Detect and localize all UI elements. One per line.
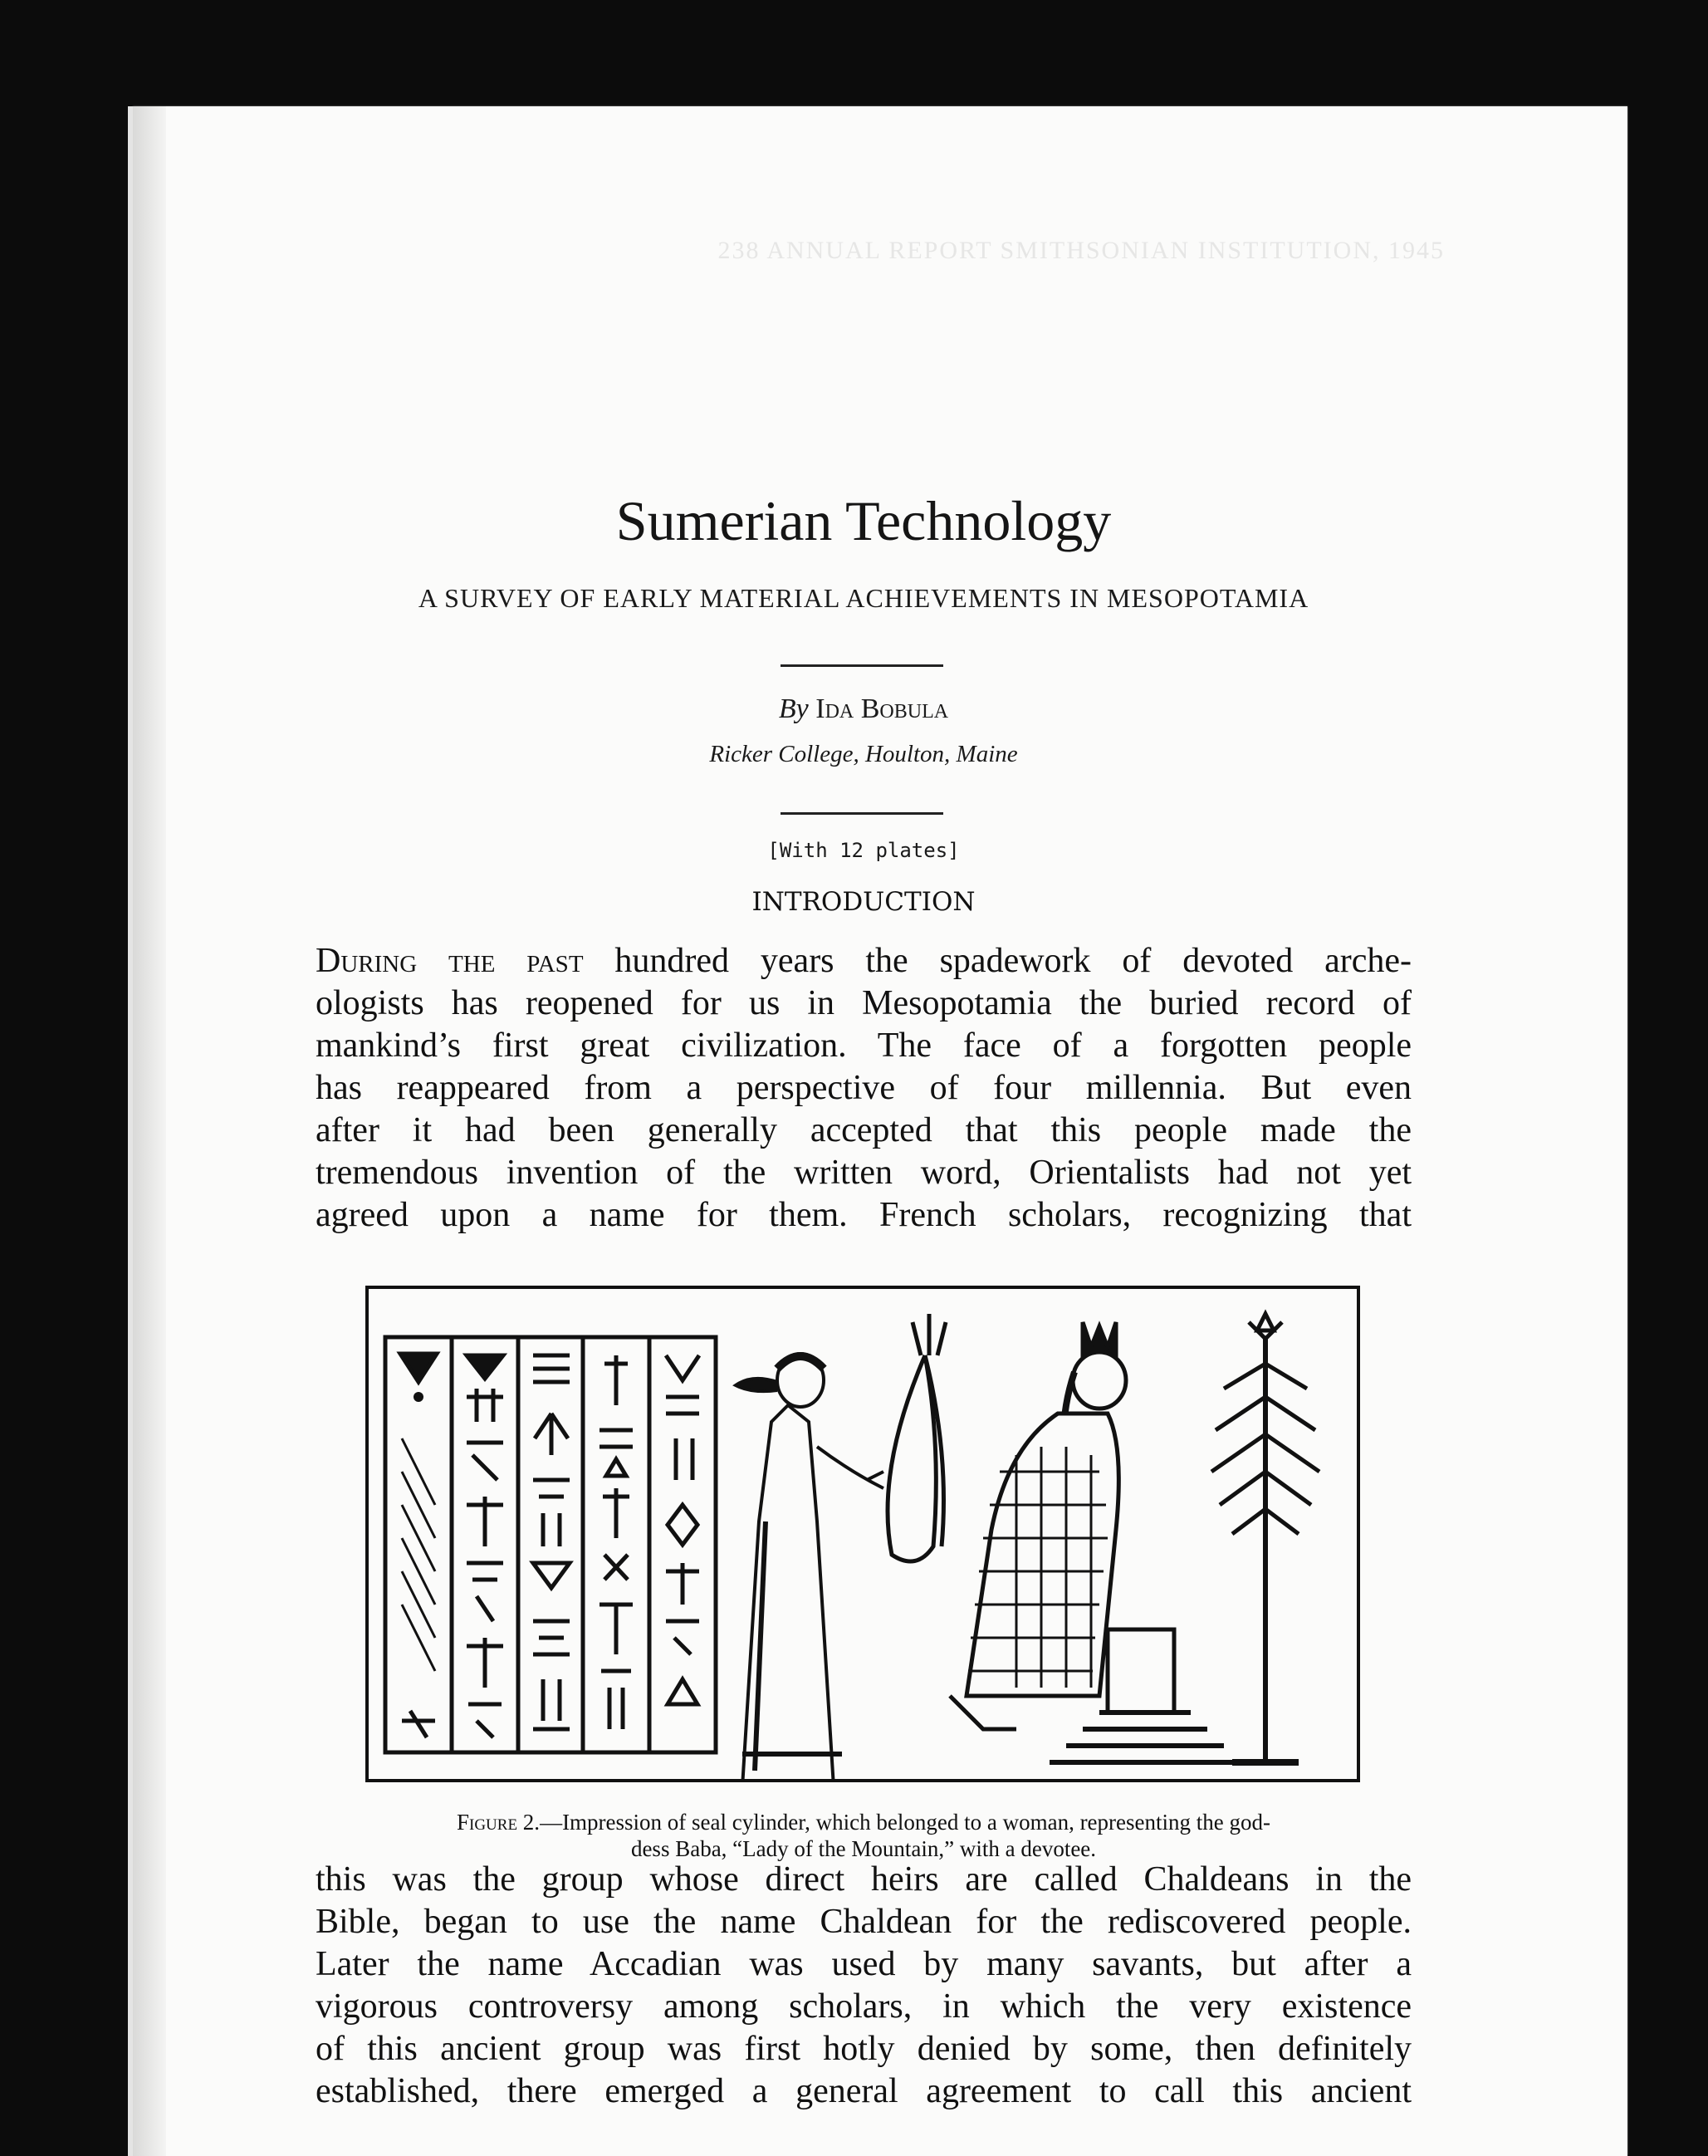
bleed-through-running-header: 238 ANNUAL REPORT SMITHSONIAN INSTITUTION, 1945 [717,237,1445,264]
paragraph-1-line: agreed upon a name for them. French scholars, recognizing that [316,1196,1412,1234]
figure-label: Figure 2. [456,1810,541,1835]
paragraph-1-line [316,940,1412,982]
figure-caption-line-2: dess Baba, “Lady of the Mountain,” with a devotee. [630,1836,1097,1861]
plates-note: [With 12 plates] [767,839,960,862]
figure-caption [316,1809,1412,1862]
paragraph-1-line: tremendous invention of the written word, Orientalists had not yet [316,1154,1412,1192]
paragraph-2-line: established, there emerged a general agreement to call this ancient [316,2072,1412,2110]
paragraph-2-line: Bible, began to use the name Chaldean for the rediscovered people. [316,1903,1412,1941]
author-name: Ida Bobula [815,693,949,724]
devotee-figure [736,1354,883,1779]
article-subtitle: A SURVEY OF EARLY MATERIAL ACHIEVEMENTS IN MESOPOTAMIA [418,583,1309,613]
cuneiform-inscription-panel [385,1337,716,1752]
byline-by: By [778,693,809,724]
section-heading: INTRODUCTION [751,887,976,917]
paragraph-2-line: Later the name Accadian was used by many savants, but after a [316,1945,1412,1983]
paragraph-lead-in: During the past [316,942,584,980]
byline-divider [781,812,943,815]
byline [166,693,1561,725]
figure-caption-line-1: —Impression of seal cylinder, which belonged to a woman, representing the god- [540,1810,1270,1835]
sacred-tree-standard [1211,1314,1319,1762]
article-title: Sumerian Technology [615,489,1112,552]
paragraph-1-line: ologists has reopened for us in Mesopotamia the buried record of [316,984,1412,1022]
paragraph-2 [316,1859,1412,2113]
paragraph-1-line: has reappeared from a perspective of four millennia. But even [316,1069,1412,1107]
seal-cylinder-figure [365,1286,1360,1782]
goddess-baba-figure [950,1322,1241,1762]
seal-impression-illustration [369,1289,1357,1779]
author-affiliation: Ricker College, Houlton, Maine [709,741,1018,767]
paragraph-1-line: mankind’s first great civilization. The face of a forgotten people [316,1027,1412,1065]
paragraph-1-line-text: hundred years the spadework of devoted arche- [583,942,1412,980]
garland-offering [888,1314,946,1561]
paragraph-1 [316,940,1412,1237]
paragraph-2-line: vigorous controversy among scholars, in which the very existence [316,1987,1412,2026]
paragraph-2-line: of this ancient group was first hotly denied by some, then definitely [316,2030,1412,2068]
paragraph-2-line: this was the group whose direct heirs are called Chaldeans in the [316,1860,1412,1899]
paragraph-1-line: after it had been generally accepted that this people made the [316,1111,1412,1149]
title-divider [781,664,943,667]
